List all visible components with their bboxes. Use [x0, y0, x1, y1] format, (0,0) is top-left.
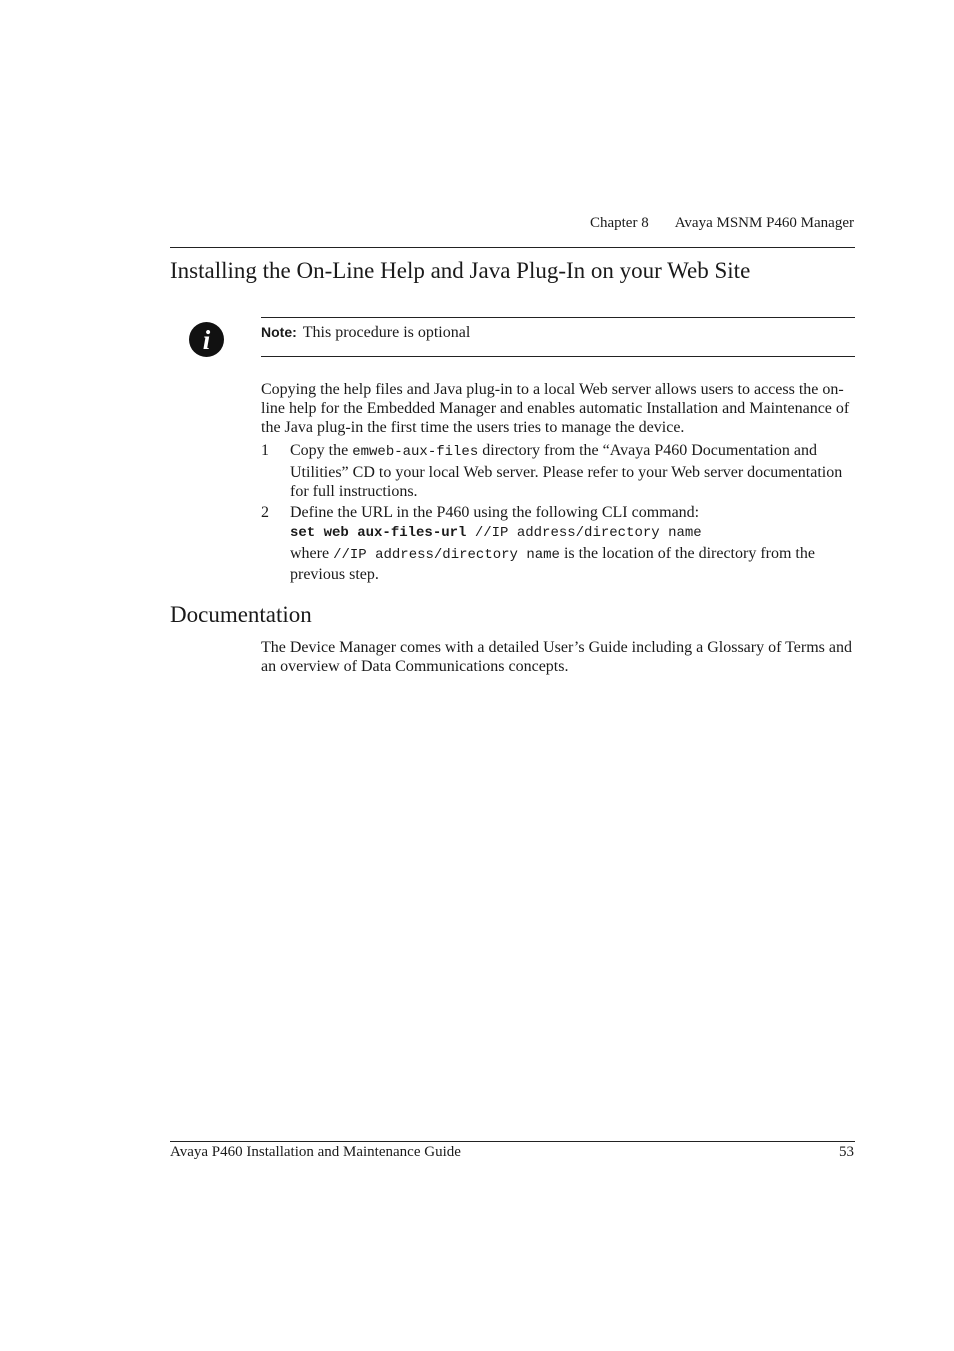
page-number: 53 [839, 1144, 854, 1160]
footer-title: Avaya P460 Installation and Maintenance Guide [170, 1144, 461, 1160]
list-item [261, 441, 855, 502]
list-item [261, 503, 855, 585]
intro-paragraph: Copying the help files and Java plug-in to a local Web server allows users to access the on-line help for the Embedded Manager and enables automatic Installation and Maintenance of the Java plug-in the first time the users tries to manage the device. [261, 381, 850, 436]
documentation-paragraph: The Device Manager comes with a detailed User’s Guide including a Glossary of Terms and an overview of Data Communications concepts. [261, 639, 852, 675]
step-number: 1 [261, 442, 269, 459]
note-text: This procedure is optional [302, 324, 471, 341]
note-bottom-rule [261, 356, 855, 357]
cli-command-keyword: set web aux-files-url [290, 525, 467, 541]
step-text-pre: Copy the [290, 442, 353, 459]
cli-command [290, 522, 855, 544]
step-text: Define the URL in the P460 using the following CLI command: [290, 503, 700, 521]
chapter-label: Chapter 8 [589, 215, 649, 231]
running-header [590, 215, 854, 232]
footer-rule [170, 1141, 855, 1142]
where-post: is the location of the directory from the previous step. [290, 544, 815, 583]
cli-command-arg: //IP address/directory name [466, 525, 702, 541]
info-icon: i [189, 322, 224, 357]
steps-list [261, 441, 855, 586]
note-label: Note: [261, 324, 297, 340]
section-heading: Installing the On-Line Help and Java Plug-In on your Web Site [170, 258, 751, 283]
header-rule [170, 247, 855, 248]
where-code: //IP address/directory name [333, 546, 560, 563]
step-code: emweb-aux-files [352, 444, 479, 460]
step-number: 2 [261, 503, 269, 521]
step-explanation [290, 544, 855, 585]
where-pre: where [290, 544, 334, 562]
step-text-post: directory from the “Avaya P460 Documentation and Utilities” CD to your local Web server. Please refer to your Web server documentation for full instructions. [290, 442, 843, 500]
note-top-rule [261, 317, 855, 318]
chapter-title: Avaya MSNM P460 Manager [674, 215, 854, 231]
documentation-heading: Documentation [170, 602, 312, 627]
note [261, 324, 470, 342]
